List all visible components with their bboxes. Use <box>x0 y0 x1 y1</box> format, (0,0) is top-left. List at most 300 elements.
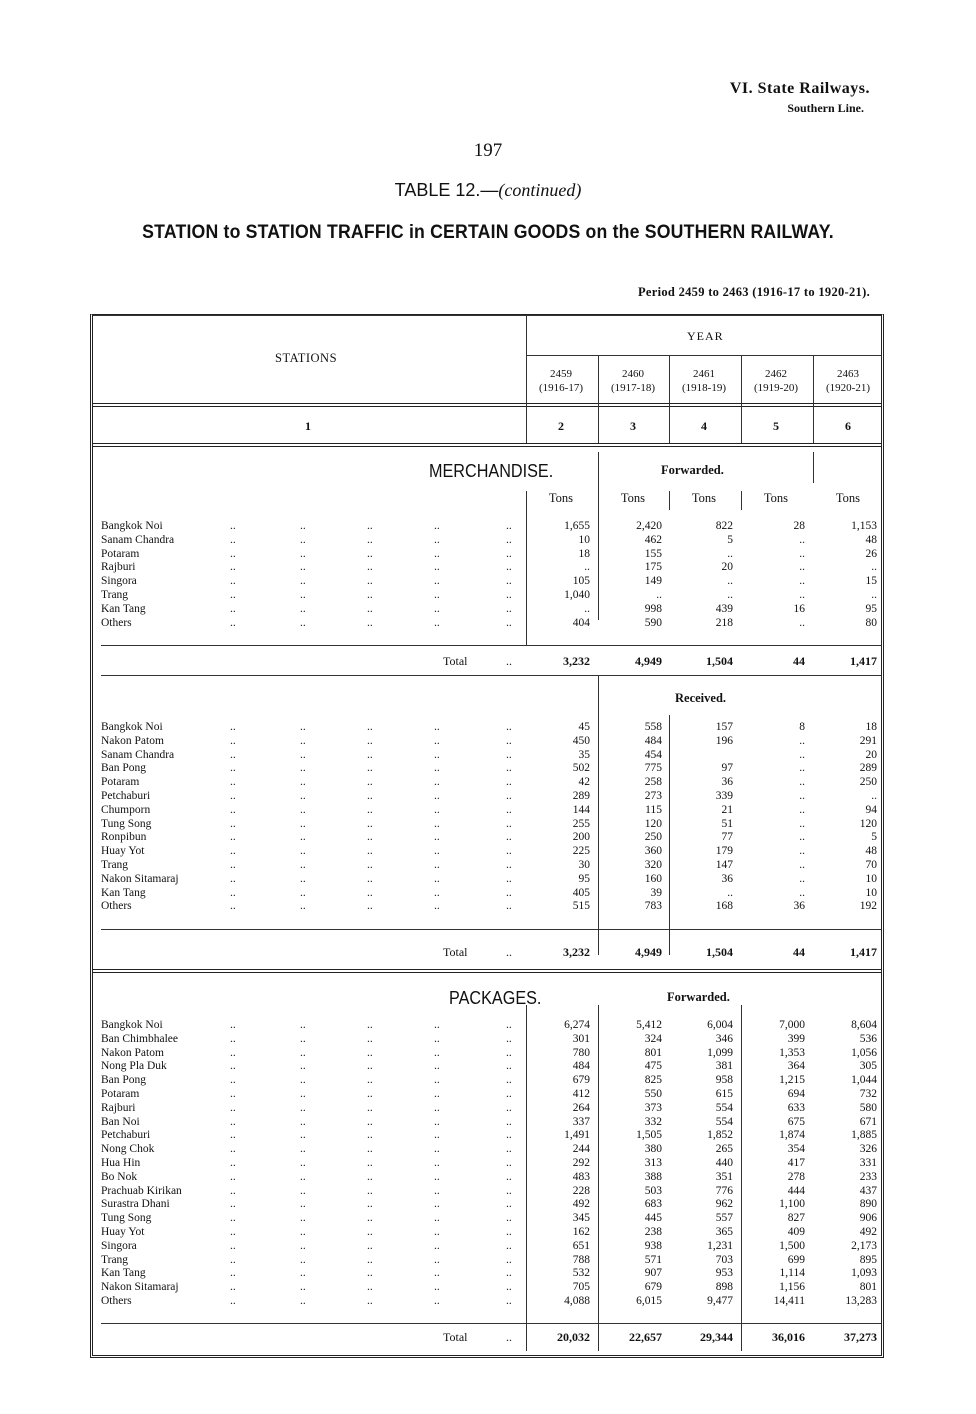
leader-dots: .. <box>230 1281 236 1294</box>
total-value: 4,949 <box>635 945 662 959</box>
leader-dots: .. <box>367 1239 373 1252</box>
cell-value: 36 <box>721 776 733 789</box>
leader-dots: .. <box>367 547 373 560</box>
leader-dots: .. <box>434 575 440 588</box>
table-row <box>93 1032 881 1046</box>
cell-value: 483 <box>572 1170 590 1183</box>
cell-value: 550 <box>644 1088 662 1100</box>
station-name: Ronpibun <box>101 831 147 844</box>
year-column-header <box>813 367 883 395</box>
leader-dots: .. <box>300 1060 306 1073</box>
leader-dots: .. <box>367 1115 373 1128</box>
cell-value: 1,044 <box>851 1074 877 1087</box>
leader-dots: .. <box>367 520 373 532</box>
leader-dots: .. <box>506 721 512 733</box>
station-name: Trang <box>101 1253 129 1266</box>
leader-dots: .. <box>434 1101 440 1114</box>
year-be: 2461 <box>693 368 715 380</box>
leader-dots: .. <box>300 721 306 733</box>
leader-dots: .. <box>230 859 236 871</box>
leader-dots: .. <box>506 1295 512 1307</box>
leader-dots: .. <box>506 602 512 615</box>
cell-value: 399 <box>787 1032 805 1045</box>
leader-dots: .. <box>230 1239 236 1252</box>
leader-dots: .. <box>230 803 236 816</box>
cell-value: 45 <box>578 721 590 733</box>
leader-dots: .. <box>300 900 306 913</box>
table-row <box>93 1294 881 1308</box>
leader-dots: .. <box>506 859 512 871</box>
unit-label: Tons <box>763 491 789 505</box>
section-rule <box>93 969 881 973</box>
cell-value: 675 <box>787 1115 805 1128</box>
station-name: Nong Chok <box>101 1143 155 1156</box>
year-ad: (1920-21) <box>826 382 870 394</box>
cell-value: 2,420 <box>636 520 662 532</box>
cell-value: 18 <box>578 547 590 560</box>
cell-value: 168 <box>715 900 733 913</box>
total-value: 1,504 <box>706 654 733 668</box>
station-name: Nakon Patom <box>101 734 164 747</box>
table-row <box>93 1266 881 1280</box>
cell-value: 776 <box>715 1184 733 1197</box>
table-row <box>93 1280 881 1294</box>
leader-dots: .. <box>300 886 306 899</box>
station-name: Kan Tang <box>101 602 146 615</box>
station-name: Ban Pong <box>101 762 147 775</box>
table-row <box>93 1101 881 1115</box>
cell-value: 36 <box>721 872 733 885</box>
leader-dots: .. <box>300 803 306 816</box>
leader-dots: .. <box>367 1157 373 1169</box>
leader-dots: .. <box>434 1157 440 1169</box>
cell-value: .. <box>799 872 805 885</box>
leader-dots: .. <box>506 1198 512 1211</box>
leader-dots: .. <box>300 817 306 830</box>
cell-value: 15 <box>865 575 877 588</box>
leader-dots: .. <box>300 575 306 588</box>
cell-value: 345 <box>572 1212 590 1225</box>
leader-dots: .. <box>434 734 440 747</box>
cell-value: 440 <box>715 1157 733 1169</box>
total-label: Total <box>443 945 468 959</box>
cell-value: .. <box>799 561 805 574</box>
leader-dots: .. <box>300 547 306 560</box>
year-be: 2460 <box>622 368 644 380</box>
table-row <box>93 789 881 803</box>
cell-value: 801 <box>644 1046 662 1059</box>
leader-dots: .. <box>434 1170 440 1183</box>
station-name: Bangkok Noi <box>101 520 163 532</box>
cell-value: 554 <box>715 1101 733 1114</box>
year-header: YEAR <box>687 329 724 343</box>
cell-value: 1,153 <box>851 520 877 532</box>
leader-dots: .. <box>434 721 440 733</box>
column-number: 2 <box>558 419 564 433</box>
cell-value: 95 <box>865 602 877 615</box>
station-name: Kan Tang <box>101 1267 146 1280</box>
leader-dots: .. <box>230 1267 236 1280</box>
leader-dots: .. <box>367 1019 373 1031</box>
table-row <box>93 602 881 616</box>
subtotal-rule <box>101 645 881 646</box>
cell-value: 250 <box>859 776 877 789</box>
total-row <box>93 944 881 960</box>
leader-dots: .. <box>230 589 236 601</box>
station-name: Sanam Chandra <box>101 748 175 761</box>
leader-dots: .. <box>506 734 512 747</box>
leader-dots: .. <box>434 1184 440 1197</box>
unit-divider <box>669 491 670 510</box>
cell-value: 228 <box>572 1184 590 1197</box>
leader-dots: .. <box>230 721 236 733</box>
leader-dots: .. <box>230 1101 236 1114</box>
table-row <box>93 1128 881 1142</box>
table-row <box>93 1225 881 1239</box>
table-title: STATION to STATION TRAFFIC in CERTAIN GOODS on the SOUTHERN RAILWAY. <box>142 222 834 243</box>
leader-dots: .. <box>300 1101 306 1114</box>
total-label: Total <box>443 654 468 668</box>
leader-dots: .. <box>300 1239 306 1252</box>
leader-dots: .. <box>367 1129 373 1142</box>
cell-value: .. <box>799 589 805 601</box>
cell-value: 801 <box>859 1281 877 1294</box>
leader-dots: .. <box>506 945 512 959</box>
leader-dots: .. <box>506 1157 512 1169</box>
column-number: 1 <box>305 419 311 433</box>
year-ad: (1918-19) <box>682 382 726 394</box>
cell-value: 1,885 <box>851 1129 877 1142</box>
cell-value: 320 <box>644 859 662 871</box>
cell-value: 1,505 <box>636 1129 662 1142</box>
cell-value: 1,114 <box>779 1267 805 1280</box>
cell-value: 1,353 <box>779 1046 805 1059</box>
station-name: Bangkok Noi <box>101 721 163 733</box>
station-name: Prachuab Kirikan <box>101 1184 182 1197</box>
cell-value: 225 <box>572 845 590 858</box>
cell-value: 10 <box>578 533 590 546</box>
station-name: Ban Pong <box>101 1074 147 1087</box>
leader-dots: .. <box>434 831 440 844</box>
leader-dots: .. <box>506 575 512 588</box>
leader-dots: .. <box>300 1019 306 1031</box>
cell-value: 633 <box>787 1101 805 1114</box>
cell-value: 454 <box>644 748 662 761</box>
leader-dots: .. <box>230 547 236 560</box>
leader-dots: .. <box>506 1267 512 1280</box>
station-name: Potaram <box>101 1088 140 1100</box>
cell-value: 699 <box>787 1253 805 1266</box>
cell-value: 7,000 <box>779 1019 805 1031</box>
cell-value: .. <box>727 575 733 588</box>
total-label: Total <box>443 1330 468 1344</box>
packages-title: PACKAGES. <box>449 988 542 1008</box>
cell-value: 1,100 <box>779 1198 805 1211</box>
cell-value: 373 <box>644 1101 662 1114</box>
cell-value: 149 <box>644 575 662 588</box>
cell-value: 907 <box>644 1267 662 1280</box>
table-row <box>93 1197 881 1211</box>
station-name: Others <box>101 1295 132 1307</box>
cell-value: .. <box>799 831 805 844</box>
leader-dots: .. <box>367 1267 373 1280</box>
cell-value: 5 <box>727 533 733 546</box>
cell-value: .. <box>799 762 805 775</box>
leader-dots: .. <box>230 790 236 802</box>
table-row <box>93 1156 881 1170</box>
leader-dots: .. <box>300 1046 306 1059</box>
leader-dots: .. <box>434 533 440 546</box>
cell-value: 255 <box>572 817 590 830</box>
cell-value: 97 <box>721 762 733 775</box>
cell-value: 898 <box>715 1281 733 1294</box>
cell-value: 380 <box>644 1143 662 1156</box>
cell-value: 571 <box>644 1253 662 1266</box>
cell-value: 484 <box>572 1060 590 1073</box>
cell-value: 557 <box>715 1212 733 1225</box>
leader-dots: .. <box>506 790 512 802</box>
leader-dots: .. <box>367 817 373 830</box>
unit-divider <box>741 491 742 510</box>
leader-dots: .. <box>367 1088 373 1100</box>
leader-dots: .. <box>434 748 440 761</box>
cell-value: .. <box>799 776 805 789</box>
leader-dots: .. <box>506 1129 512 1142</box>
traffic-table <box>90 314 884 1358</box>
cell-value: 732 <box>859 1088 877 1100</box>
cell-value: 265 <box>715 1143 733 1156</box>
leader-dots: .. <box>434 1019 440 1031</box>
cell-value: 788 <box>572 1253 590 1266</box>
cell-value: 289 <box>572 790 590 802</box>
cell-value: .. <box>799 886 805 899</box>
station-name: Nong Pla Duk <box>101 1060 167 1073</box>
total-value: 4,949 <box>635 654 662 668</box>
total-row <box>93 653 881 669</box>
total-row <box>93 1329 881 1345</box>
cell-value: 651 <box>572 1239 590 1252</box>
station-name: Trang <box>101 589 129 601</box>
leader-dots: .. <box>367 575 373 588</box>
cell-value: .. <box>799 748 805 761</box>
station-name: Rajburi <box>101 561 136 574</box>
leader-dots: .. <box>434 1226 440 1238</box>
table-row <box>93 588 881 602</box>
table-row <box>93 734 881 748</box>
year-be: 2462 <box>765 368 787 380</box>
total-value: 3,232 <box>563 654 590 668</box>
leader-dots: .. <box>506 589 512 601</box>
cell-value: 80 <box>865 616 877 629</box>
leader-dots: .. <box>230 817 236 830</box>
leader-dots: .. <box>230 762 236 775</box>
total-value: 1,504 <box>706 945 733 959</box>
leader-dots: .. <box>300 734 306 747</box>
leader-dots: .. <box>506 1184 512 1197</box>
cell-value: 780 <box>572 1046 590 1059</box>
leader-dots: .. <box>367 762 373 775</box>
station-name: Nakon Sitamaraj <box>101 1281 179 1294</box>
unit-label: Tons <box>548 491 574 505</box>
leader-dots: .. <box>367 776 373 789</box>
table-row <box>93 1059 881 1073</box>
station-name: Ban Noi <box>101 1115 140 1128</box>
leader-dots: .. <box>230 1088 236 1100</box>
leader-dots: .. <box>367 872 373 885</box>
table-row <box>93 533 881 547</box>
leader-dots: .. <box>367 589 373 601</box>
cell-value: .. <box>799 817 805 830</box>
cell-value: .. <box>799 845 805 858</box>
cell-value: 264 <box>572 1101 590 1114</box>
cell-value: 1,491 <box>564 1129 590 1142</box>
leader-dots: .. <box>230 1253 236 1266</box>
cell-value: 14,411 <box>773 1295 805 1307</box>
leader-dots: .. <box>300 533 306 546</box>
cell-value: 94 <box>865 803 877 816</box>
leader-dots: .. <box>367 1253 373 1266</box>
station-name: Bo Nok <box>101 1170 138 1183</box>
top-rule <box>93 315 881 316</box>
leader-dots: .. <box>506 1101 512 1114</box>
leader-dots: .. <box>506 1170 512 1183</box>
leader-dots: .. <box>230 886 236 899</box>
cell-value: 462 <box>644 533 662 546</box>
unit-label: Tons <box>691 491 717 505</box>
leader-dots: .. <box>367 616 373 629</box>
cell-value: 554 <box>715 1115 733 1128</box>
leader-dots: .. <box>300 1198 306 1211</box>
cell-value: .. <box>799 859 805 871</box>
cell-value: 160 <box>644 872 662 885</box>
leader-dots: .. <box>434 776 440 789</box>
cell-value: 2,173 <box>851 1239 877 1252</box>
cell-value: 292 <box>572 1157 590 1169</box>
leader-dots: .. <box>506 817 512 830</box>
cell-value: 8,604 <box>851 1019 877 1031</box>
leader-dots: .. <box>367 1074 373 1087</box>
leader-dots: .. <box>506 547 512 560</box>
cell-value: 827 <box>787 1212 805 1225</box>
total-value: 36,016 <box>772 1330 805 1344</box>
leader-dots: .. <box>300 748 306 761</box>
cell-value: 6,004 <box>707 1019 733 1031</box>
leader-dots: .. <box>434 520 440 532</box>
cell-value: 196 <box>715 734 733 747</box>
leader-dots: .. <box>367 859 373 871</box>
cell-value: 233 <box>859 1170 877 1183</box>
leader-dots: .. <box>434 886 440 899</box>
cell-value: 5 <box>871 831 877 844</box>
leader-dots: .. <box>230 1060 236 1073</box>
table-row <box>93 803 881 817</box>
total-value: 1,417 <box>850 945 877 959</box>
cell-value: 1,099 <box>707 1046 733 1059</box>
cell-value: 502 <box>572 762 590 775</box>
cell-value: 364 <box>787 1060 805 1073</box>
leader-dots: .. <box>506 900 512 913</box>
leader-dots: .. <box>434 1212 440 1225</box>
leader-dots: .. <box>367 1281 373 1294</box>
leader-dots: .. <box>506 1019 512 1031</box>
cell-value: 6,274 <box>564 1019 590 1031</box>
unit-label: Tons <box>835 491 861 505</box>
leader-dots: .. <box>367 886 373 899</box>
cell-value: 21 <box>721 803 733 816</box>
leader-dots: .. <box>434 1267 440 1280</box>
leader-dots: .. <box>434 1115 440 1128</box>
leader-dots: .. <box>434 561 440 574</box>
cell-value: 360 <box>644 845 662 858</box>
leader-dots: .. <box>506 616 512 629</box>
leader-dots: .. <box>434 589 440 601</box>
leader-dots: .. <box>300 1267 306 1280</box>
cell-value: 9,477 <box>707 1295 733 1307</box>
cell-value: 705 <box>572 1281 590 1294</box>
table-row <box>93 1115 881 1129</box>
leader-dots: .. <box>300 1226 306 1238</box>
leader-dots: .. <box>230 1032 236 1045</box>
leader-dots: .. <box>506 872 512 885</box>
leader-dots: .. <box>230 1074 236 1087</box>
table-row <box>93 1073 881 1087</box>
leader-dots: .. <box>230 1019 236 1031</box>
cell-value: 895 <box>859 1253 877 1266</box>
leader-dots: .. <box>506 1330 512 1344</box>
leader-dots: .. <box>230 1157 236 1169</box>
cell-value: 532 <box>572 1267 590 1280</box>
total-value: 29,344 <box>700 1330 733 1344</box>
leader-dots: .. <box>506 1060 512 1073</box>
leader-dots: .. <box>367 1295 373 1307</box>
cell-value: 1,655 <box>564 520 590 532</box>
station-name: Tung Song <box>101 817 152 830</box>
leader-dots: .. <box>230 748 236 761</box>
total-value: 3,232 <box>563 945 590 959</box>
table-row <box>93 748 881 762</box>
forwarded-label: Forwarded. <box>667 990 730 1004</box>
leader-dots: .. <box>367 602 373 615</box>
table-continued: (continued) <box>498 180 582 200</box>
leader-dots: .. <box>300 602 306 615</box>
column-number: 4 <box>701 419 707 433</box>
cell-value: .. <box>656 589 662 601</box>
cell-value: .. <box>799 533 805 546</box>
leader-dots: .. <box>300 831 306 844</box>
leader-dots: .. <box>434 602 440 615</box>
stations-header: STATIONS <box>275 351 338 365</box>
station-name: Nakon Sitamaraj <box>101 872 179 885</box>
year-be: 2459 <box>550 368 572 380</box>
leader-dots: .. <box>230 1129 236 1142</box>
cell-value: 244 <box>572 1143 590 1156</box>
leader-dots: .. <box>300 790 306 802</box>
leader-dots: .. <box>367 845 373 858</box>
cell-value: 503 <box>644 1184 662 1197</box>
leader-dots: .. <box>506 533 512 546</box>
total-value: 20,032 <box>557 1330 590 1344</box>
unit-label: Tons <box>620 491 646 505</box>
leader-dots: .. <box>367 803 373 816</box>
cell-value: 278 <box>787 1170 805 1183</box>
cell-value: 48 <box>865 845 877 858</box>
cell-value: 339 <box>715 790 733 802</box>
station-name: Petchaburi <box>101 1129 151 1142</box>
cell-value: 412 <box>572 1088 590 1100</box>
year-column-header <box>669 367 739 395</box>
leader-dots: .. <box>230 1295 236 1307</box>
leader-dots: .. <box>367 561 373 574</box>
